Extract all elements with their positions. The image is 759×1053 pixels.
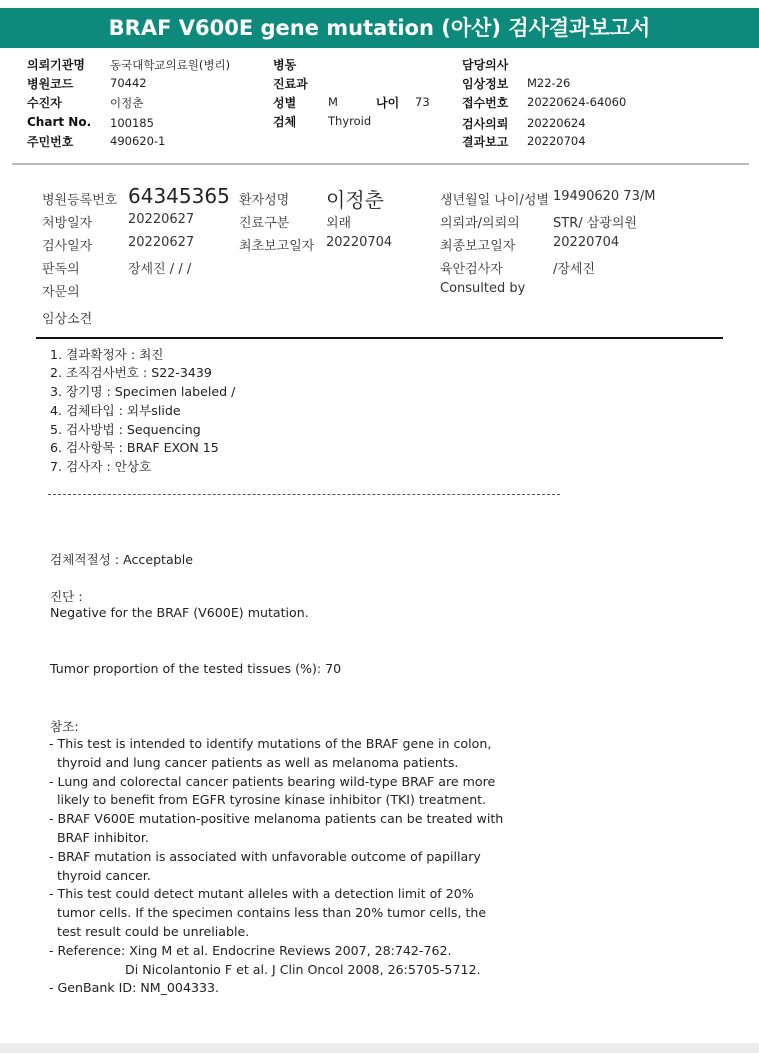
detail-item: 3. 장기명 : Specimen labeled / — [50, 384, 236, 399]
section-divider — [36, 337, 723, 339]
header-label-age: 나이 — [376, 96, 400, 110]
header-value-receipt-no: 20220624-64060 — [527, 95, 627, 109]
tumor-proportion: Tumor proportion of the tested tissues (%): 70 — [50, 661, 342, 676]
header-value-sex: M — [328, 95, 338, 109]
dob-value: 19490620 73/M — [553, 189, 656, 204]
rx-date-value: 20220627 — [128, 212, 195, 227]
consult-label: 자문의 — [42, 285, 80, 300]
header-label-sex: 성별 — [273, 96, 297, 110]
header-label-ward: 병동 — [273, 58, 297, 72]
consulted-by: Consulted by — [440, 281, 526, 296]
header-value-exam-request: 20220624 — [527, 116, 586, 130]
reg-no-label: 병원등록번호 — [42, 193, 118, 208]
note-line: - BRAF V600E mutation-positive melanoma patients can be treated with — [49, 811, 504, 827]
detail-item: 1. 결과확정자 : 최진 — [50, 347, 164, 362]
specimen-adequacy: 검체적절성 : Acceptable — [50, 552, 193, 567]
note-line: likely to benefit from EGFR tyrosine kinase inhibitor (TKI) treatment. — [49, 792, 487, 808]
name-value: 이정춘 — [326, 188, 384, 212]
header-value-hospital-code: 70442 — [110, 76, 147, 90]
reader-value: 장세진 / / / — [128, 262, 192, 277]
header-label-result-report: 결과보고 — [462, 135, 509, 149]
gross-label: 육안검사자 — [440, 262, 503, 277]
note-line: - Reference: Xing M et al. Endocrine Reviews 2007, 28:742-762. — [49, 942, 452, 958]
dashed-divider — [48, 494, 560, 495]
exam-date-label: 검사일자 — [42, 239, 93, 254]
diagnosis-label: 진단 : — [50, 589, 83, 604]
note-line: - GenBank ID: NM_004333. — [49, 980, 219, 996]
reg-no-value: 64345365 — [128, 184, 230, 208]
note-line: thyroid and lung cancer patients as well as melanoma patients. — [49, 754, 459, 770]
note-line: test result could be unreliable. — [49, 924, 250, 939]
header-value-age: 73 — [415, 95, 430, 109]
header-value-clinical-info: M22-26 — [527, 76, 571, 90]
dept-value: STR/ 삼광의원 — [553, 216, 637, 231]
final-report-label: 최종보고일자 — [440, 239, 516, 254]
report-title: BRAF V600E gene mutation (아산) 검사결과보고서 — [0, 8, 759, 48]
first-report-value: 20220704 — [326, 235, 393, 250]
diagnosis-text: Negative for the BRAF (V600E) mutation. — [50, 605, 309, 620]
visit-type-label: 진료구분 — [239, 216, 290, 231]
detail-item: 6. 검사항목 : BRAF EXON 15 — [50, 440, 219, 455]
name-label: 환자성명 — [239, 193, 290, 208]
page-bottom-bar — [0, 1043, 759, 1053]
final-report-value: 20220704 — [553, 235, 620, 250]
header-label-department: 진료과 — [273, 77, 308, 91]
rx-date-label: 처방일자 — [42, 216, 93, 231]
header-label-resident-no: 주민번호 — [27, 135, 74, 149]
header-value-patient: 이정춘 — [110, 96, 144, 110]
header-value-institution: 동국대학교의료원(병리) — [110, 58, 231, 72]
note-line: BRAF inhibitor. — [49, 830, 149, 845]
header-label-hospital-code: 병원코드 — [27, 77, 74, 91]
header-value-chart-no: 100185 — [110, 116, 154, 130]
exam-date-value: 20220627 — [128, 235, 195, 250]
gross-value: /장세진 — [553, 262, 596, 277]
visit-type-value: 외래 — [326, 216, 352, 231]
detail-item: 4. 검체타입 : 외부slide — [50, 403, 181, 418]
notes-label: 참조: — [50, 719, 79, 734]
first-report-label: 최초보고일자 — [239, 239, 315, 254]
note-line: tumor cells. If the specimen contains less than 20% tumor cells, the — [49, 905, 487, 921]
header-label-institution: 의뢰기관명 — [27, 58, 85, 72]
dept-label: 의뢰과/의뢰의 — [440, 216, 520, 231]
header-label-specimen: 검체 — [273, 115, 297, 129]
detail-item: 2. 조직검사번호 : S22-3439 — [50, 365, 212, 380]
header-label-patient: 수진자 — [27, 96, 62, 110]
header-value-result-report: 20220704 — [527, 134, 586, 148]
detail-item: 7. 검사자 : 안상호 — [50, 459, 152, 474]
dob-label: 생년월일 나이/성별 — [440, 193, 549, 208]
note-line: thyroid cancer. — [49, 867, 151, 883]
note-line: - This test is intended to identify mutations of the BRAF gene in colon, — [49, 736, 492, 751]
header-value-specimen: Thyroid — [328, 114, 372, 128]
header-value-resident-no: 490620-1 — [110, 134, 166, 148]
note-line: - This test could detect mutant alleles with a detection limit of 20% — [49, 886, 474, 902]
header-label-receipt-no: 접수번호 — [462, 96, 509, 110]
clinical-findings-label: 임상소견 — [42, 312, 93, 327]
header-divider — [12, 163, 749, 165]
header-label-clinical-info: 임상정보 — [462, 77, 509, 91]
header-label-chart-no: Chart No. — [27, 115, 92, 129]
header-label-exam-request: 검사의뢰 — [462, 117, 509, 131]
note-line: - Lung and colorectal cancer patients bearing wild-type BRAF are more — [49, 773, 496, 789]
detail-item: 5. 검사방법 : Sequencing — [50, 422, 201, 437]
note-line: Di Nicolantonio F et al. J Clin Oncol 2008, 26:5705-5712. — [49, 961, 481, 977]
reader-label: 판독의 — [42, 262, 80, 277]
header-label-physician: 담당의사 — [462, 58, 509, 72]
note-line: - BRAF mutation is associated with unfavorable outcome of papillary — [49, 848, 481, 864]
